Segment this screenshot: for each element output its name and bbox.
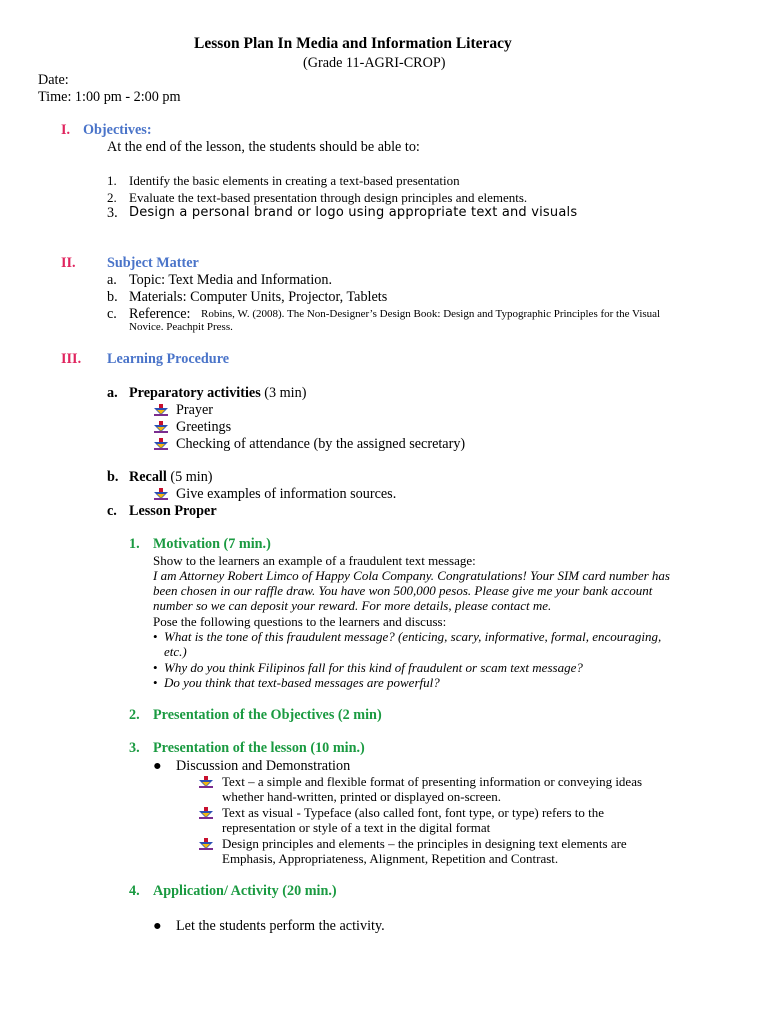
fraud-message-line: been chosen in our raffle draw. You have won 500,000 pesos. Please give me your bank account	[153, 583, 653, 598]
list-item-letter: a.	[107, 272, 117, 288]
reference-text: Novice. Peachpit Press.	[129, 321, 233, 333]
question-item: Why do you think Filipinos fall for this kind of fraudulent or scam text message?	[164, 660, 583, 675]
section-number-procedure: III.	[61, 351, 82, 367]
arrow-bullet-icon	[154, 404, 168, 416]
discussion-item: Discussion and Demonstration	[176, 758, 351, 774]
list-item: Give examples of information sources.	[176, 486, 397, 502]
small-bullet-icon: •	[153, 629, 158, 644]
recall-label: Recall	[129, 469, 167, 485]
fraud-message-line: number so we can deposit your reward. For more details, please contact me.	[153, 598, 552, 613]
list-item-number: 1.	[107, 173, 117, 188]
list-item-number: 3.	[107, 205, 118, 221]
step-number: 1.	[129, 536, 140, 552]
lesson-point: Emphasis, Appropriateness, Alignment, Repetition and Contrast.	[222, 851, 559, 866]
recall-heading	[129, 469, 213, 486]
date-label: Date:	[38, 72, 69, 88]
section-number-objectives: I.	[61, 122, 71, 138]
section-heading-procedure: Learning Procedure	[107, 351, 230, 367]
preparatory-heading	[129, 385, 306, 402]
list-item: Identify the basic elements in creating a text-based presentation	[129, 173, 460, 188]
arrow-bullet-icon	[199, 776, 213, 788]
arrow-bullet-icon	[154, 438, 168, 450]
lesson-presentation-heading: Presentation of the lesson (10 min.)	[153, 740, 365, 756]
section-number-subject: II.	[61, 255, 76, 271]
list-item-letter: c.	[107, 503, 117, 519]
lesson-point: Text – a simple and flexible format of presenting information or conveying ideas	[222, 774, 643, 789]
list-item: Prayer	[176, 402, 214, 418]
time-label: Time: 1:00 pm - 2:00 pm	[38, 89, 181, 105]
step-number: 2.	[129, 707, 140, 723]
section-heading-subject: Subject Matter	[107, 255, 199, 271]
round-bullet-icon: ●	[153, 918, 162, 934]
question-item: etc.)	[164, 644, 187, 659]
application-item: Let the students perform the activity.	[176, 918, 385, 934]
preparatory-label: Preparatory activities	[129, 385, 261, 401]
list-item: Evaluate the text-based presentation through design principles and elements.	[129, 190, 528, 205]
lesson-point: Design principles and elements – the principles in designing text elements are	[222, 836, 627, 851]
lesson-point: representation or style of a text in the digital format	[222, 820, 491, 835]
lesson-point: whether hand-written, printed or displayed on-screen.	[222, 789, 502, 804]
question-item: What is the tone of this fraudulent message? (enticing, scary, informative, formal, encouraging,	[164, 629, 662, 644]
lesson-point: Text as visual - Typeface (also called font, font type, or type) refers to the	[222, 805, 605, 820]
arrow-bullet-icon	[154, 421, 168, 433]
step-number: 3.	[129, 740, 140, 756]
list-item: Greetings	[176, 419, 232, 435]
list-item-letter: c.	[107, 306, 117, 322]
round-bullet-icon: ●	[153, 758, 162, 774]
arrow-bullet-icon	[199, 807, 213, 819]
page-title: Lesson Plan In Media and Information Literacy	[194, 35, 512, 52]
motivation-instruction: Show to the learners an example of a fraudulent text message:	[153, 553, 476, 568]
list-item-letter: a.	[107, 385, 118, 401]
arrow-bullet-icon	[154, 488, 168, 500]
list-item-letter: b.	[107, 469, 119, 485]
list-item: Design a personal brand or logo using appropriate text and visuals	[129, 205, 578, 220]
list-item-number: 2.	[107, 190, 117, 205]
lesson-proper-heading: Lesson Proper	[129, 503, 217, 519]
reference-text: Robins, W. (2008). The Non-Designer’s Design Book: Design and Typographic Principles for the Visual	[201, 308, 661, 320]
small-bullet-icon: •	[153, 675, 158, 690]
recall-time: (5 min)	[170, 469, 213, 485]
application-heading: Application/ Activity (20 min.)	[153, 883, 337, 899]
fraud-message-line: I am Attorney Robert Limco of Happy Cola Company. Congratulations! Your SIM card number has	[153, 568, 670, 583]
small-bullet-icon: •	[153, 660, 158, 675]
list-item-letter: b.	[107, 289, 118, 305]
reference-label: Reference:	[129, 306, 191, 322]
motivation-heading: Motivation (7 min.)	[153, 536, 271, 552]
list-item: Checking of attendance (by the assigned secretary)	[176, 436, 466, 452]
materials-text: Materials: Computer Units, Projector, Tablets	[129, 289, 388, 305]
topic-text: Topic: Text Media and Information.	[129, 272, 333, 288]
motivation-instruction: Pose the following questions to the learners and discuss:	[153, 614, 447, 629]
objectives-intro: At the end of the lesson, the students should be able to:	[107, 139, 420, 155]
preparatory-time: (3 min)	[264, 385, 307, 401]
question-item: Do you think that text-based messages are powerful?	[164, 675, 440, 690]
page-subtitle: (Grade 11-AGRI-CROP)	[303, 55, 446, 71]
arrow-bullet-icon	[199, 838, 213, 850]
step-number: 4.	[129, 883, 140, 899]
section-heading-objectives: Objectives:	[83, 122, 152, 138]
objectives-presentation-heading: Presentation of the Objectives (2 min)	[153, 707, 382, 723]
